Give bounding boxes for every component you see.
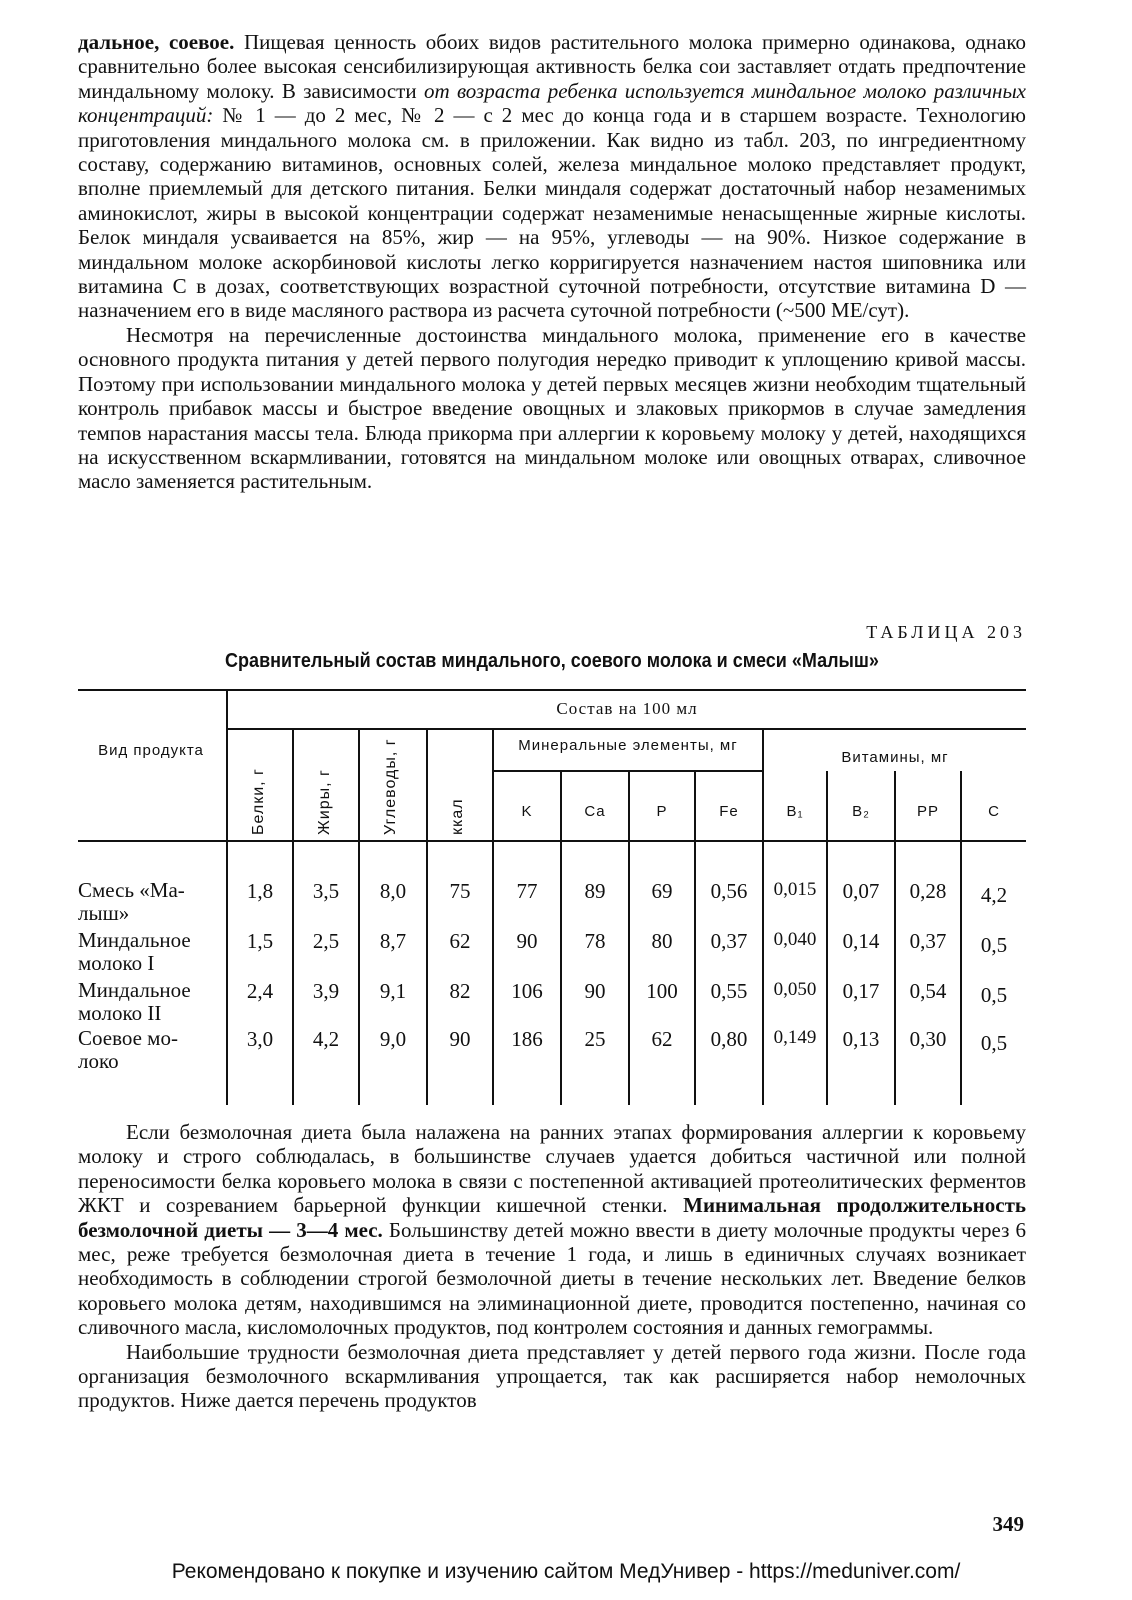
- fat-column-header: Жиры, г: [316, 769, 333, 835]
- table-cell: 186: [511, 1027, 543, 1051]
- table-cell: 9,1: [379, 979, 407, 1003]
- table-cell: 82: [449, 979, 471, 1003]
- table-cell: 3,0: [246, 1027, 274, 1051]
- table-cell: 62: [449, 929, 471, 953]
- table-cell: 0,56: [710, 879, 748, 903]
- paragraph-3: [78, 1120, 1026, 1340]
- table-title: Сравнительный состав миндального, соевого молока и смеси «Малыш»: [225, 650, 879, 672]
- table-cell: 0,5: [980, 933, 1008, 957]
- table-cell: 4,2: [312, 1027, 340, 1051]
- table-cell: 106: [511, 979, 543, 1003]
- paragraph-2: Несмотря на перечисленные достоинства миндального молока, применение его в качестве основного продукта питания у детей первого полугодия нередко приводит к уплощению кривой массы. Поэтому при использовании миндального молока у детей первых месяцев жизни необходим тщательный контроль прибавок массы и быстрое введение овощных и злаковых прикормов в случае замедления темпов нарастания массы тела. Блюда прикорма при аллергии к коровьему молоку у детей, находящихся на искусственном вскармливании, готовятся на миндальном молоке или овощных отварах, сливочное масло заменяется растительным.: [78, 322, 1026, 494]
- protein-column-header: Белки, г: [250, 768, 267, 835]
- table-cell: 0,149: [773, 1027, 817, 1048]
- table-cell: 0,28: [909, 879, 947, 903]
- table-cell: 3,5: [312, 879, 340, 903]
- table-cell: 0,040: [773, 929, 817, 950]
- table-cell: 0,17: [842, 979, 880, 1003]
- table-cell: 75: [449, 879, 471, 903]
- vitamin-col-b1: B₁: [786, 803, 804, 820]
- carbs-column-header: Углеводы, г: [382, 738, 399, 835]
- table-number: ТАБЛИЦА 203: [866, 622, 1026, 642]
- table-cell: 0,07: [842, 879, 880, 903]
- kcal-column-header: ккал: [449, 798, 466, 835]
- vitamins-group-header: Витамины, мг: [841, 749, 949, 766]
- composition-group-header: Состав на 100 мл: [556, 699, 698, 718]
- paragraph-3-end: Большинству детей можно ввести в диету молочные продукты через 6 мес, реже требуется безмолочная диета в течение 1 года, и лишь в единичных случаях возникает необходимость в соблюдении строгой безмолочной диеты в течение нескольких лет. Введение белков коровьего молока детям, находившимся на элиминационной диете, проводится постепенно, начиная со сливочного масла, кисломолочных продуктов, под контролем состояния и данных гемограммы.: [78, 1217, 1026, 1340]
- table-top-rule: [78, 689, 1026, 691]
- table-cell: 0,54: [909, 979, 947, 1003]
- table-cell: 2,4: [246, 979, 274, 1003]
- table-cell: 90: [449, 1027, 471, 1051]
- table-cell: 0,80: [710, 1027, 748, 1051]
- table-cell: 62: [651, 1027, 673, 1051]
- row-label: Миндальное молоко II: [78, 978, 191, 1025]
- paragraph-1-end: № 1 — до 2 мес, № 2 — с 2 мес до конца года и в старшем возрасте. Технологию приготовления миндального молока см. в приложении. Как видно из табл. 203, по ингредиентному составу, содержанию витаминов, основных солей, железа миндальное молоко представляет продукт, вполне приемлемый для детского питания. Белки миндаля содержат достаточный набор незаменимых аминокислот, жиры в высокой концентрации содержат незаменимые ненасыщенные жирные кислоты. Белок миндаля усваивается на 85%, жир — на 95%, углеводы — на 90%. Низкое содержание в миндальном молоке аскорбиновой кислоты легко корригируется назначением настоя шиповника или витамина С в дозах, соответствующих возрастной суточной потребности, отсутствие витамина D — назначением его в виде масляного раствора из расчета суточной потребности (~500 МЕ/сут).: [78, 103, 1026, 323]
- table-cell: 25: [584, 1027, 606, 1051]
- table-cell: 8,7: [379, 929, 407, 953]
- table-cell: 8,0: [379, 879, 407, 903]
- table-cell: 89: [584, 879, 606, 903]
- paragraph-3-text: Если безмолочная диета была налажена на ранних этапах формирования аллергии к коровьему молоку и строго соблюдалась, в большинстве случаев удается добиться частичной или полной переносимости белка коровьего молока в связи с постепенной активацией протеолитических ферментов ЖКТ и созреванием барьерной функции кишечной стенки.: [78, 1120, 1026, 1218]
- paragraph-1: [78, 30, 1026, 323]
- table-cell: 80: [651, 929, 673, 953]
- table-cell: 0,14: [842, 929, 880, 953]
- table-cell: 90: [516, 929, 538, 953]
- table-cell: 77: [516, 879, 538, 903]
- mineral-col-k: K: [521, 803, 533, 820]
- vitamin-col-c: C: [988, 803, 1000, 820]
- page-number: 349: [992, 1512, 1024, 1536]
- table-cell: 0,5: [980, 1031, 1008, 1055]
- bottom-text-block: [78, 1120, 1026, 1413]
- table-cell: 0,050: [773, 979, 817, 1000]
- table-cell: 0,30: [909, 1027, 947, 1051]
- paragraph-1-bold: дальное, соевое.: [78, 30, 235, 54]
- table-cell: 90: [584, 979, 606, 1003]
- mineral-col-p: P: [656, 803, 668, 820]
- paragraph-4: Наибольшие трудности безмолочная диета представляет у детей первого года жизни. После года организация безмолочного вскармливания упрощается, так как расширяется набор немолочных продуктов. Ниже дается перечень продуктов: [78, 1339, 1026, 1413]
- table-cell: 0,37: [909, 929, 947, 953]
- row-label: Миндальное молоко I: [78, 928, 191, 975]
- mineral-col-ca: Ca: [584, 803, 606, 820]
- table-cell: 9,0: [379, 1027, 407, 1051]
- header-bottom-rule: [78, 840, 1026, 842]
- row-label: Соевое мо- локо: [78, 1026, 178, 1073]
- product-column-header: Вид продукта: [98, 742, 204, 759]
- table-cell: 1,8: [246, 879, 274, 903]
- paragraph-1-text: Пищевая ценность обоих видов растительного молока примерно одинакова, однако сравнительно более высокая сенсибилизирующая активность белка сои заставляет отдать предпочтение миндальному молоку. В зависимости: [78, 30, 1026, 103]
- group-header-rule: [228, 728, 1026, 730]
- vitamin-col-pp: PP: [916, 803, 939, 820]
- table-cell: 0,5: [980, 983, 1008, 1007]
- composition-table: [78, 689, 1026, 1105]
- vitamin-col-b2: B₂: [852, 803, 870, 820]
- table-cell: 4,2: [980, 883, 1008, 907]
- table-cell: 1,5: [246, 929, 274, 953]
- top-text-block: [78, 30, 1026, 494]
- table-cell: 0,015: [773, 879, 817, 900]
- table-cell: 2,5: [312, 929, 340, 953]
- table-cell: 0,13: [842, 1027, 880, 1051]
- paragraph-3-bold: Минимальная продолжительность безмолочной диеты — 3—4 мес.: [78, 1193, 1026, 1242]
- minerals-group-header: Минеральные элементы, мг: [518, 737, 738, 754]
- footer-link-text[interactable]: Рекомендовано к покупке и изучению сайтом МедУнивер - https://meduniver.com/: [171, 1560, 961, 1583]
- table-cell: 78: [584, 929, 606, 953]
- table-cell: 0,37: [710, 929, 748, 953]
- mineral-col-fe: Fe: [719, 803, 739, 820]
- table-cell: 0,55: [710, 979, 748, 1003]
- paragraph-1-italic: от возраста ребенка используется миндальное молоко различных концентраций:: [78, 78, 1027, 128]
- table-cell: 69: [651, 879, 673, 903]
- table-cell: 3,9: [312, 979, 340, 1003]
- table-cell: 100: [646, 979, 678, 1003]
- row-label: Смесь «Ма- лыш»: [78, 878, 185, 925]
